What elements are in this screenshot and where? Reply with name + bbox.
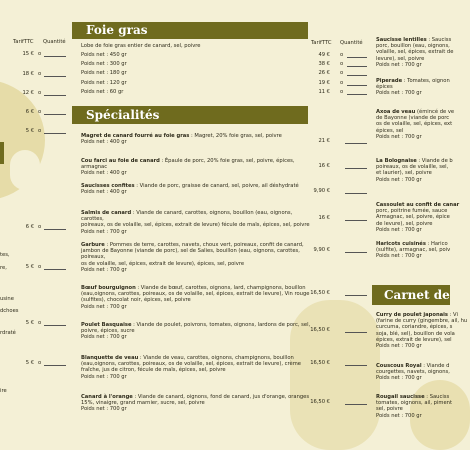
weight-label: Poids net : 180 gr — [81, 70, 127, 77]
weight-label: Poids net : 700 gr — [81, 334, 127, 341]
quantity-marker: o — [340, 88, 344, 95]
item-description: sel, poivre — [376, 406, 403, 413]
item-description: : Vi — [448, 312, 458, 318]
item-name: Bœuf bourguignon — [81, 285, 136, 291]
item-description: : Viande de porc, graisse de canard, sel, poivre, ail déshydraté — [134, 183, 299, 189]
item-line — [81, 210, 313, 222]
specialite-item — [81, 242, 313, 273]
item-description: : Sauciss — [426, 37, 452, 43]
price-label: 16,50 € — [310, 327, 330, 333]
quantity-marker: o — [38, 360, 42, 366]
item-description: : Viande de canard, carottes, oignons, bouillon (eau, oignons, carottes, — [81, 210, 293, 223]
item-description: soja, blé, sel), bouillon de vola — [376, 330, 455, 337]
item-description: (eau,oignons, carottes, poireaux, os de volaille, sel, épices, extrait de levure), crème — [81, 361, 301, 368]
item-name: Saucisse lentilles — [376, 37, 427, 43]
price-label: 9,90 € — [313, 247, 330, 253]
quantity-field[interactable] — [44, 229, 66, 230]
weight-label: Poids net : 700 gr — [81, 228, 127, 235]
item-name: Cassoulet au confit de canar — [376, 202, 460, 208]
quantity-field[interactable] — [44, 76, 66, 77]
item-description: : Viande de b — [416, 158, 453, 164]
weight-label: Poids net : 400 gr — [81, 170, 127, 177]
carnet-title: Carnet de — [384, 288, 450, 302]
price-label: 6 € — [25, 224, 34, 230]
item-name: Curry de poulet japonais — [376, 312, 449, 318]
item-description: poivre, épices, sucre — [81, 328, 135, 335]
quantity-marker: o — [38, 109, 42, 115]
price-label: 16,50 € — [310, 399, 330, 405]
item-name: Axoa de veau — [376, 109, 416, 115]
weight-label: Poids net : 700 gr — [81, 266, 127, 273]
text-fragment: re, — [0, 265, 7, 271]
quantity-marker: o — [38, 90, 42, 96]
item-description: Armagnac, sel, poivre, épice — [376, 214, 450, 221]
quantity-field[interactable] — [347, 75, 367, 76]
weight-label: Poids net : 700 gr — [376, 176, 422, 183]
product-item — [376, 394, 450, 419]
carnet-column — [372, 0, 468, 450]
specialite-item — [81, 285, 313, 310]
price-label: 16,50 € — [310, 290, 330, 296]
item-name: Blanquette de veau — [81, 355, 139, 361]
tarif-header: TarifTTC — [311, 40, 332, 46]
item-description: poireaux, os de volaille, sel, épices, extrait de levure) fécule de maïs, épices, sel, poivre — [81, 222, 310, 229]
quantity-marker: o — [38, 71, 42, 77]
price-label: 5 € — [25, 320, 34, 326]
price-label: 18 € — [22, 71, 34, 77]
weight-label: Poids net : 700 gr — [81, 303, 127, 310]
foie-gras-banner — [72, 22, 308, 39]
item-description: porc, poitrine fumée, sauce — [376, 208, 448, 215]
item-description: (farine de curry (gingembre, ail, hu — [376, 318, 468, 325]
specialites-title: Spécialités — [86, 108, 160, 122]
quantity-marker: o — [38, 264, 42, 270]
item-description: levure), sel, poivre — [376, 55, 425, 62]
quantity-field[interactable] — [44, 95, 66, 96]
price-label: 21 € — [318, 138, 330, 144]
price-label: 38 € — [318, 61, 330, 68]
item-description: poireaux, os de volaille, sel, — [376, 164, 449, 171]
quantity-field[interactable] — [44, 365, 66, 366]
quantity-field[interactable] — [347, 66, 367, 67]
weight-label: Poids net : 700 gr — [376, 412, 422, 419]
quantity-field[interactable] — [345, 143, 367, 144]
item-description: : Épaule de porc, 20% foie gras, sel, poivre, épices, armagnac — [81, 158, 295, 171]
item-description: os de volaille, sel, épices, ext — [376, 121, 453, 128]
item-description: épices — [376, 84, 393, 91]
weight-label: Poids net : 700 gr — [376, 61, 422, 68]
item-description: : Viande d — [421, 363, 450, 369]
quantity-field[interactable] — [345, 295, 367, 296]
item-description: volaille, sel, épices, extrait de — [376, 49, 454, 56]
item-description: : Viande de canard, oignons, fond de canard, jus d'orange, oranges — [132, 394, 310, 400]
item-description: (sulfites), chocolat noir, épices, sel, poivre — [81, 297, 191, 304]
quantity-field[interactable] — [347, 85, 367, 86]
item-name: Canard à l'orange — [81, 394, 133, 400]
quantity-field[interactable] — [345, 365, 367, 366]
quantity-field[interactable] — [347, 57, 367, 58]
weight-label: Poids net : 400 gr — [81, 189, 127, 196]
quantity-marker: o — [38, 320, 42, 326]
quantity-marker: o — [38, 51, 42, 57]
item-description: de levure), sel, poivre — [376, 220, 433, 227]
weight-label: Poids net : 700 gr — [376, 90, 422, 97]
weight-label: Poids net : 700 gr — [376, 226, 422, 233]
price-label: 11 € — [318, 88, 330, 95]
quantity-field[interactable] — [345, 252, 367, 253]
item-line — [81, 158, 313, 170]
item-description: (émincé de ve — [415, 109, 455, 115]
item-name: Cou farci au foie de canard — [81, 158, 160, 164]
product-item — [376, 363, 450, 382]
text-fragment: ire — [0, 388, 7, 394]
item-name: Piperade — [376, 78, 403, 84]
text-fragment: tes, — [0, 252, 10, 258]
item-description: de Bayonne (viande de porc — [376, 115, 450, 122]
quantity-marker: o — [38, 224, 42, 230]
weight-label: Poids net : 700 gr — [81, 373, 127, 380]
quantity-field[interactable] — [44, 114, 66, 115]
item-description: épices, sel — [376, 127, 404, 134]
quantity-marker: o — [340, 61, 344, 68]
quantity-field[interactable] — [44, 325, 66, 326]
item-description: 15%, vinaigre, grand marnier, sucre, sel, poivre — [81, 400, 205, 407]
price-label: 5 € — [25, 360, 34, 366]
tarif-header: TarifTTC — [13, 39, 34, 45]
specialite-item — [81, 183, 313, 195]
item-description: : Viande de bœuf, carottes, oignons, lard, champignons, bouillon — [135, 285, 306, 291]
text-fragment: usine — [0, 296, 14, 302]
item-description: : Magret, 20% foie gras, sel, poivre — [189, 133, 282, 139]
quantity-marker: o — [340, 70, 344, 77]
price-label: 16 € — [318, 215, 330, 221]
weight-label: Poids net : 700 gr — [376, 343, 422, 350]
item-description: courgettes, navets, oignons, — [376, 369, 450, 376]
weight-label: Poids net : 700 gr — [376, 253, 422, 260]
item-description: tomates, oignons, ail, piment — [376, 400, 452, 407]
foie-gras-description: Lobe de foie gras entier de canard, sel, poivre — [81, 43, 201, 49]
price-label: 16,50 € — [310, 360, 330, 366]
item-description: épices, extrait de levure), sel — [376, 336, 452, 343]
quantity-field[interactable] — [345, 220, 367, 221]
specialites-banner — [72, 106, 308, 124]
price-label: 49 € — [318, 52, 330, 58]
item-name: Poulet Basquaise — [81, 322, 132, 328]
quantite-header: Quantité — [340, 40, 363, 46]
item-description: fraîche, jus de citron, fécule de maïs, épices, sel, poivre — [81, 367, 226, 374]
item-description: : Viande de veau, carottes, oignons, champignons, bouillon — [138, 355, 294, 361]
specialite-item — [81, 322, 313, 341]
item-description: : Tomates, oignon — [402, 78, 450, 84]
price-label: 12 € — [22, 90, 34, 96]
item-name: Magret de canard fourré au foie gras — [81, 133, 190, 139]
item-name: Haricots cuisinés — [376, 241, 426, 247]
quantity-field[interactable] — [44, 133, 66, 134]
foie-gras-title: Foie gras — [86, 23, 148, 37]
item-description: (eau,oignons, carottes, poireaux, os de volaille, sel, épices, extrait de levure), Vin rouge — [81, 291, 310, 298]
specialite-item — [81, 133, 313, 145]
text-fragment: dchoes — [0, 308, 19, 314]
quantity-field[interactable] — [44, 56, 66, 57]
price-label: 16 € — [318, 163, 330, 169]
price-label: 26 € — [318, 70, 330, 77]
item-description: : Harico — [425, 241, 448, 247]
weight-label: Poids net : 60 gr — [81, 88, 124, 95]
weight-label: Poids net : 700 gr — [376, 133, 422, 140]
specialite-item — [81, 158, 313, 177]
quantity-field[interactable] — [345, 168, 367, 169]
item-description: (sulfite), armagnac, sel, poiv — [376, 247, 451, 254]
item-name: Salmis de canard — [81, 210, 132, 216]
quantity-marker: o — [38, 128, 42, 134]
quantity-marker: o — [340, 52, 344, 58]
quantity-field[interactable] — [345, 404, 367, 405]
quantity-field[interactable] — [44, 269, 66, 270]
weight-label: Poids net : 700 gr — [376, 375, 422, 382]
price-label: 9,90 € — [313, 188, 330, 194]
quantity-marker: o — [340, 79, 344, 86]
price-label: 5 € — [25, 128, 34, 134]
item-description: : Pommes de terre, carottes, navets, choux vert, poireaux, confit de canard, — [104, 242, 304, 248]
item-name: La Bolognaise — [376, 158, 417, 164]
item-name: Rougail saucisse — [376, 394, 425, 400]
price-label: 5 € — [25, 264, 34, 270]
quantity-field[interactable] — [347, 94, 367, 95]
item-name: Garbure — [81, 242, 105, 248]
price-label: 6 € — [25, 109, 34, 115]
specialite-item — [81, 394, 313, 413]
item-description: et laurier), sel, poivre — [376, 170, 432, 177]
item-description: : Sauciss — [424, 394, 450, 400]
weight-label: Poids net : 450 gr — [81, 52, 127, 58]
quantite-header: Quantité — [43, 39, 66, 45]
left-column — [0, 0, 70, 450]
item-name: Saucisses confites — [81, 183, 135, 189]
product-item — [376, 312, 468, 350]
price-label: 15 € — [22, 51, 34, 57]
weight-label: Poids net : 400 gr — [81, 139, 127, 146]
price-label: 19 € — [318, 79, 330, 86]
item-description: os de volaille, sel, épices, extrait de levure), épices, sel, poivre — [81, 260, 245, 267]
item-description: : Viande de poulet, poivrons, tomates, oignons, lardons de porc, sel, — [131, 322, 311, 328]
item-name: Couscous Royal — [376, 363, 422, 369]
item-description: curcuma, coriandre, épices, s — [376, 324, 453, 331]
item-description: porc, bouillon (eau, oignons, — [376, 43, 450, 50]
quantity-field[interactable] — [345, 332, 367, 333]
item-description: jambon de Bayonne (viande de porc), sel de Salies, bouillon (eau, oignons, carottes, poireaux, — [81, 248, 300, 261]
text-fragment: rdraté — [0, 330, 16, 336]
quantity-field[interactable] — [345, 193, 367, 194]
specialite-item — [81, 355, 313, 380]
specialite-item — [81, 210, 313, 235]
weight-label: Poids net : 120 gr — [81, 79, 127, 86]
weight-label: Poids net : 300 gr — [81, 61, 127, 68]
weight-label: Poids net : 700 gr — [81, 406, 127, 413]
